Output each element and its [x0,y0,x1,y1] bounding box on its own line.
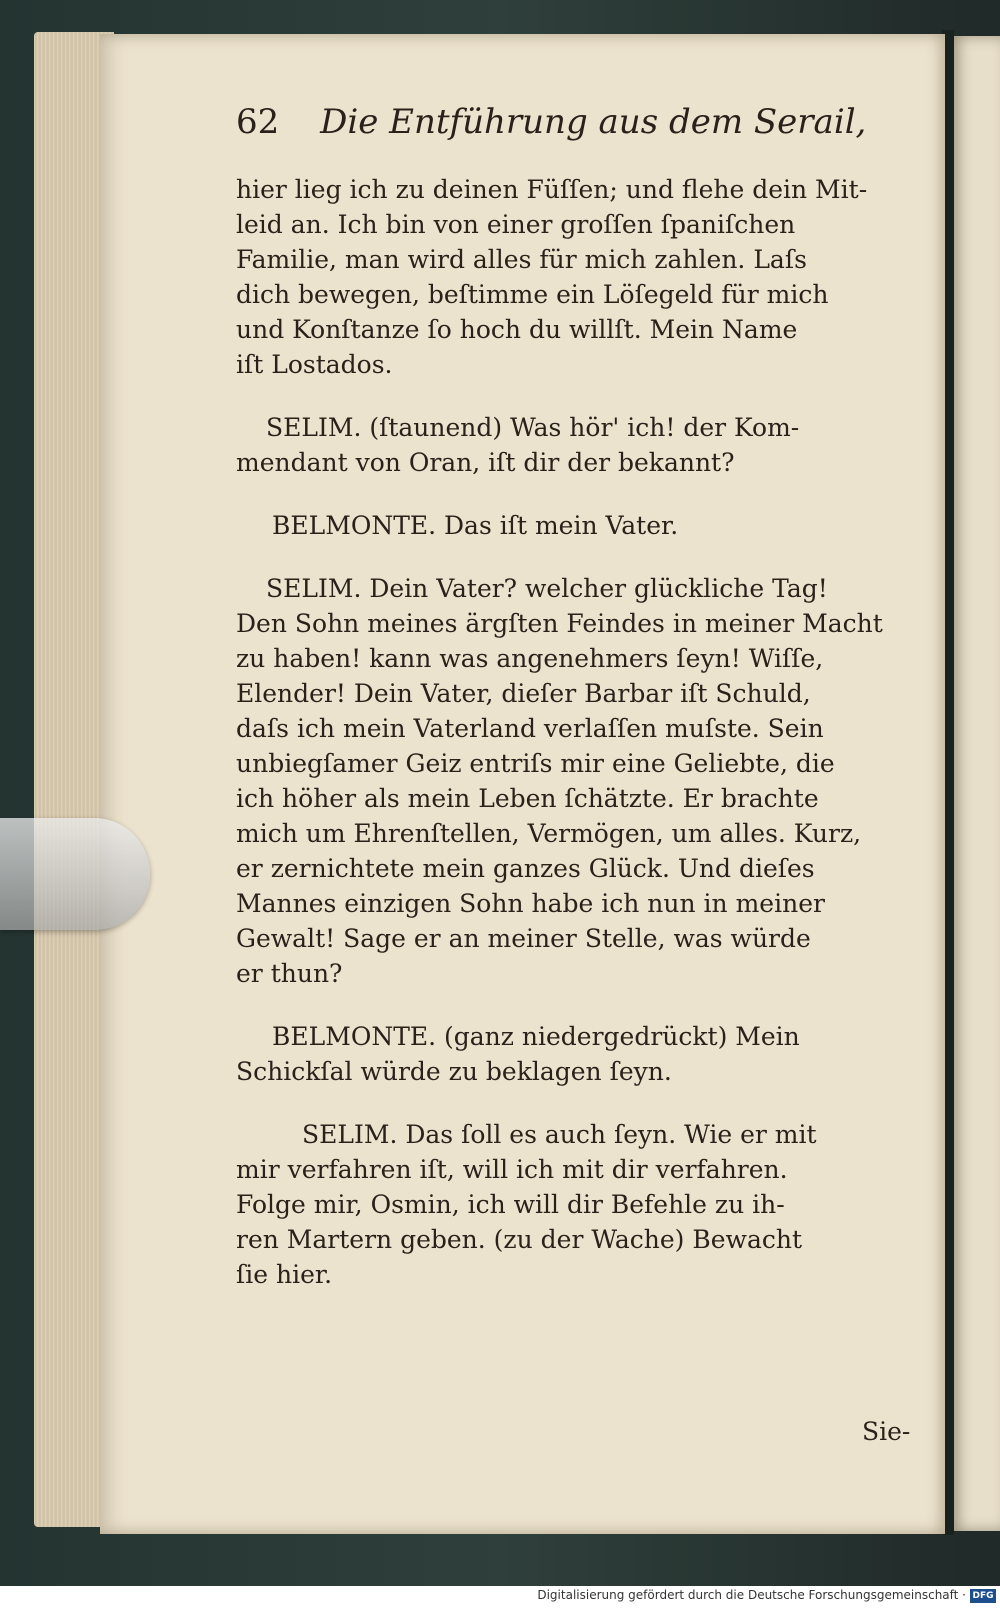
text-line: Folge mir, Osmin, ich will dir Befehle zu ih- [236,1190,785,1219]
text-line: Elender! Dein Vater, dieſer Barbar iſt Schuld, [236,679,811,708]
text-line: leid an. Ich bin von einer groſſen ſpaniſchen [236,210,796,239]
paragraph [236,172,916,382]
text-line: ren Martern geben. (zu der Wache) Bewacht [236,1225,802,1254]
text-line: mich um Ehrenſtellen, Vermögen, um alles. Kurz, [236,819,862,848]
text-line: mir verfahren iſt, will ich mit dir verfahren. [236,1155,788,1184]
text-line: er thun? [236,959,343,988]
paragraph [236,571,916,991]
text-line: iſt Lostados. [236,350,393,379]
text-line: SELIM. Dein Vater? welcher glückliche Tag! [266,574,828,603]
text-line: Mannes einzigen Sohn habe ich nun in meiner [236,889,825,918]
text-line: Gewalt! Sage er an meiner Stelle, was würde [236,924,811,953]
paragraph [236,1117,916,1292]
dfg-logo: DFG [970,1589,996,1603]
next-page-edge [950,36,1000,1531]
page-header [236,102,916,142]
paragraph [236,410,916,480]
text-line: SELIM. (ſtaunend) Was hör' ich! der Kom- [266,413,800,442]
text-line: mendant von Oran, iſt dir der bekannt? [236,448,735,477]
paragraph [236,508,916,543]
text-line: ich höher als mein Leben ſchätzte. Er brachte [236,784,819,813]
text-line: unbiegſamer Geiz entriſs mir eine Geliebte, die [236,749,835,778]
text-line: Familie, man wird alles für mich zahlen. Laſs [236,245,807,274]
catchword: Sie- [862,1417,911,1446]
text-line: er zernichtete mein ganzes Glück. Und dieſes [236,854,815,883]
digitization-credit: Digitalisierung gefördert durch die Deutsche Forschungsgemeinschaft · [537,1588,966,1602]
paragraph [236,1019,916,1089]
text-line: daſs ich mein Vaterland verlaſſen muſste. Sein [236,714,824,743]
page-clip [0,818,150,930]
body-text [236,172,916,1320]
text-line: zu haben! kann was angenehmers ſeyn! Wiſſe, [236,644,824,673]
text-line: und Konſtanze ſo hoch du willſt. Mein Name [236,315,798,344]
text-line: BELMONTE. (ganz niedergedrückt) Mein [272,1022,800,1051]
text-line: Den Sohn meines ärgſten Feindes in meiner Macht [236,609,883,638]
text-line: ſie hier. [236,1260,333,1289]
text-line: Schickſal würde zu beklagen ſeyn. [236,1057,672,1086]
running-title: Die Entführung aus dem Serail, [320,102,867,142]
text-line: BELMONTE. Das iſt mein Vater. [272,511,679,540]
text-line: hier lieg ich zu deinen Füſſen; und flehe dein Mit- [236,175,868,204]
text-line: dich bewegen, beſtimme ein Löſegeld für mich [236,280,829,309]
page-number: 62 [236,102,280,142]
text-line: SELIM. Das ſoll es auch ſeyn. Wie er mit [302,1120,817,1149]
